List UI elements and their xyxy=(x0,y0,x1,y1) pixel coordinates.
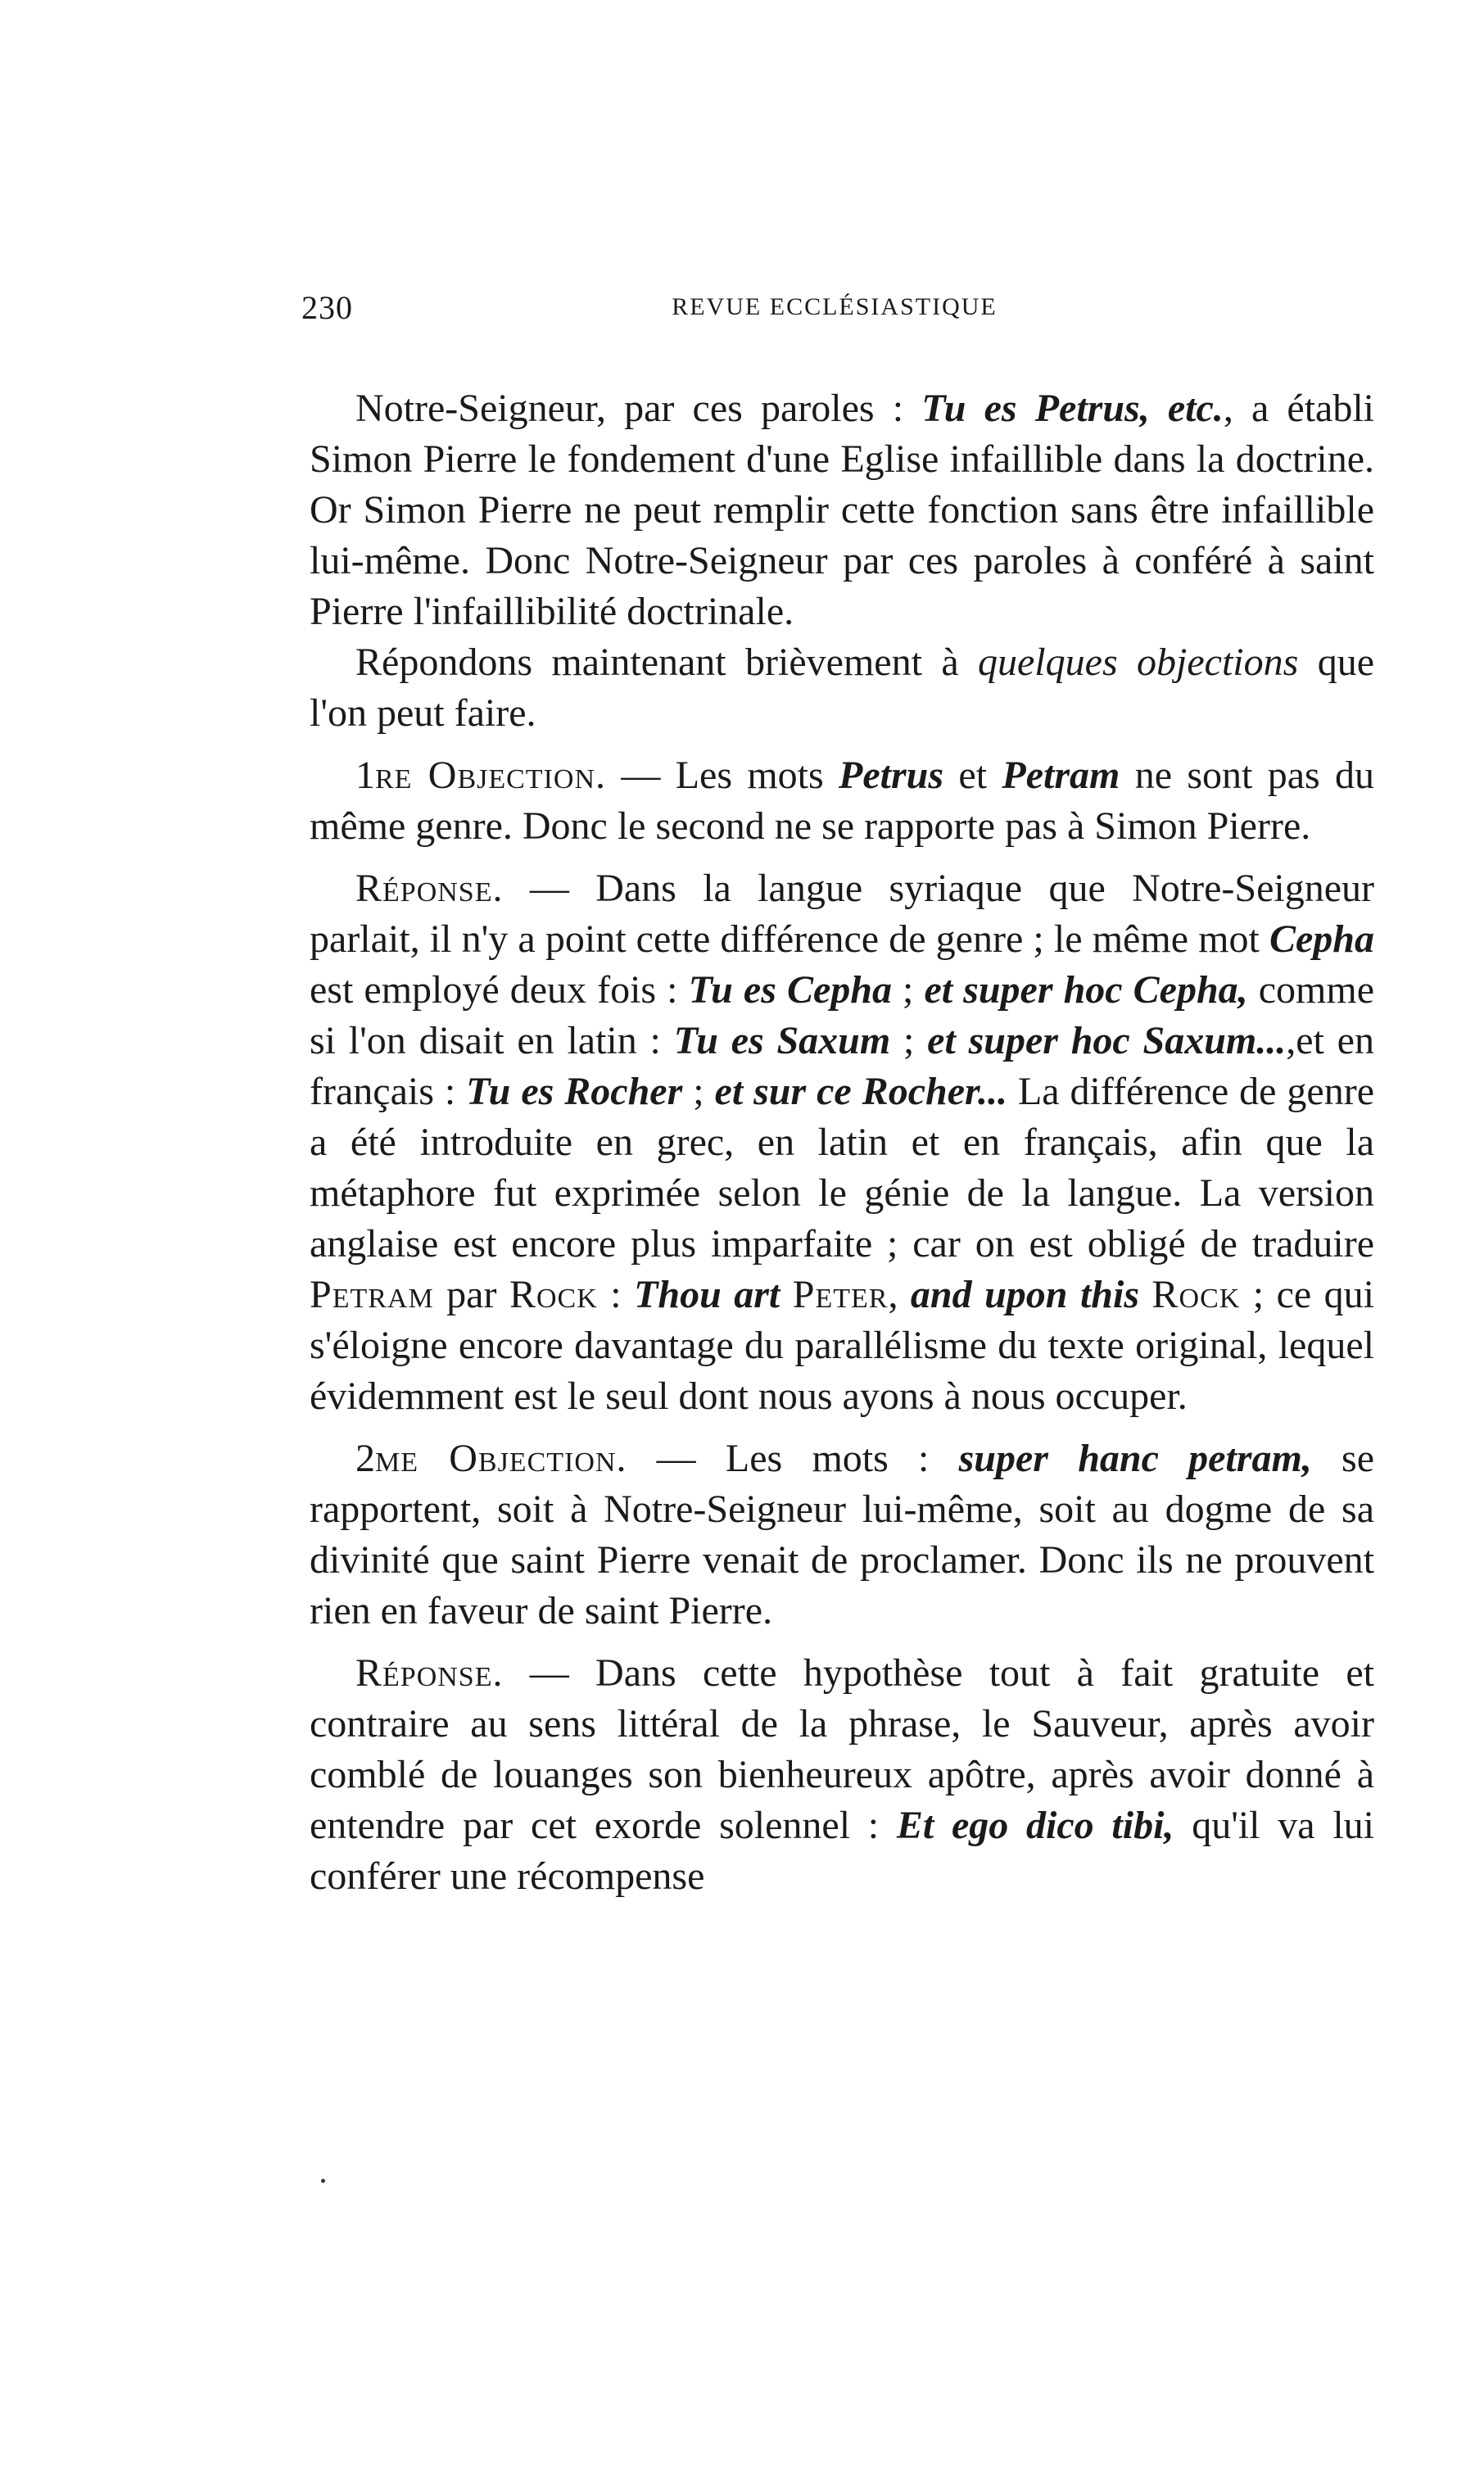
objection-label: Objection. xyxy=(412,754,607,797)
text-run: ; xyxy=(891,968,925,1012)
italic-quote: Tu es Cepha xyxy=(688,968,892,1012)
ordinal-suffix: me xyxy=(375,1437,419,1480)
running-head: REVUE ECCLÉSIASTIQUE xyxy=(672,293,998,320)
response-paragraph xyxy=(310,863,1374,1422)
italic-quote: super hanc petram, xyxy=(958,1437,1312,1480)
paragraph xyxy=(310,383,1374,637)
small-caps-word: Peter xyxy=(792,1273,889,1316)
small-caps-word: Petram xyxy=(310,1273,434,1316)
text-run: et xyxy=(943,754,1002,797)
text-run: — Dans cette hypothèse tout à fait gratuite et contraire au sens littéral de la phrase, le Sauveur, après avoir comblé de louanges son bienheureux apôtre, après avoir donné à entendre par cet exorde solennel : xyxy=(310,1651,1374,1847)
small-caps-word: Rock xyxy=(509,1273,598,1316)
italic-quote: Et ego dico tibi, xyxy=(896,1804,1174,1847)
italic-quote: Thou art xyxy=(634,1273,780,1316)
text-run: comme si l'on disait en latin : xyxy=(310,968,1375,1062)
small-caps-word: Rock xyxy=(1151,1273,1241,1316)
response-paragraph xyxy=(310,1648,1374,1902)
stray-ink-dot xyxy=(321,2179,325,2183)
italic-text: quelques objections xyxy=(978,641,1299,684)
italic-word: Petram xyxy=(1002,754,1120,797)
text-run: qu'il va lui conférer une récompense xyxy=(310,1804,1374,1898)
italic-quote: et sur ce Rocher... xyxy=(714,1070,1008,1113)
text-run: Répondons maintenant brièvement à xyxy=(355,641,978,684)
ordinal: 2 xyxy=(355,1437,375,1480)
text-run: — Les mots xyxy=(606,754,839,797)
italic-word: Cepha xyxy=(1269,917,1374,961)
response-label: Réponse. xyxy=(355,867,504,910)
text-run: ; ce qui s'éloigne encore davantage du parallélisme du texte original, lequel évidemment est le seul dont nous ayons à nous occuper. xyxy=(310,1273,1375,1418)
page-body xyxy=(310,383,1374,1902)
italic-quote: Tu es Saxum xyxy=(673,1019,891,1062)
text-run: est employé deux fois : xyxy=(310,968,689,1012)
text-run: , xyxy=(888,1273,911,1316)
italic-quote: et super hoc Cepha, xyxy=(924,968,1248,1012)
text-run: par xyxy=(433,1273,509,1316)
text-run: ,et en français : xyxy=(310,1019,1374,1113)
italic-quote: Tu es Rocher xyxy=(466,1070,683,1113)
ordinal: 1 xyxy=(355,754,375,797)
text-run: , a établi Simon Pierre le fondement d'une Eglise infaillible dans la doctrine. Or Simon Pierre ne peut remplir cette fonction sans être infaillible lui-même. Donc Notre-Seigneur par ces paroles à conféré à saint Pierre l'infaillibilité doctrinale. xyxy=(310,387,1375,633)
text-run: se rapportent, soit à Notre-Seigneur lui-même, soit au dogme de sa divinité que saint Pierre venait de proclamer. Donc ils ne prouvent rien en faveur de saint Pierre. xyxy=(310,1437,1375,1632)
text-run: La différence de genre a été introduite en grec, en latin et en français, afin que la métaphore fut exprimée selon le génie de la langue. La version anglaise est encore plus imparfaite ; car on est obligé de traduire xyxy=(310,1070,1375,1266)
text-run xyxy=(1139,1273,1151,1316)
italic-quote: et super hoc Saxum... xyxy=(927,1019,1287,1062)
text-run: — Dans la langue syriaque que Notre-Seigneur parlait, il n'y a point cette différence de genre ; le même mot xyxy=(310,867,1374,961)
text-run: Notre-Seigneur, par ces paroles : xyxy=(355,387,922,430)
response-label: Réponse. xyxy=(355,1651,504,1695)
italic-quote: and upon this xyxy=(910,1273,1140,1316)
italic-word: Petrus xyxy=(839,754,944,797)
text-run: ne sont pas du même genre. Donc le second ne se rapporte pas à Simon Pierre. xyxy=(310,754,1375,848)
text-run xyxy=(780,1273,792,1316)
text-run: : xyxy=(597,1273,635,1316)
text-run: ; xyxy=(890,1019,928,1062)
objection-paragraph xyxy=(310,750,1374,852)
ordinal-suffix: re xyxy=(375,754,413,797)
objection-label: Objection. xyxy=(419,1437,627,1480)
page-header xyxy=(301,288,1368,337)
text-run: — Les mots : xyxy=(627,1437,959,1480)
page-number: 230 xyxy=(301,289,353,326)
italic-quote: Tu es Petrus, etc. xyxy=(921,387,1224,430)
text-run: que l'on peut faire. xyxy=(310,641,1374,735)
text-run: ; xyxy=(682,1070,715,1113)
paragraph xyxy=(310,637,1374,739)
objection-paragraph xyxy=(310,1433,1374,1637)
